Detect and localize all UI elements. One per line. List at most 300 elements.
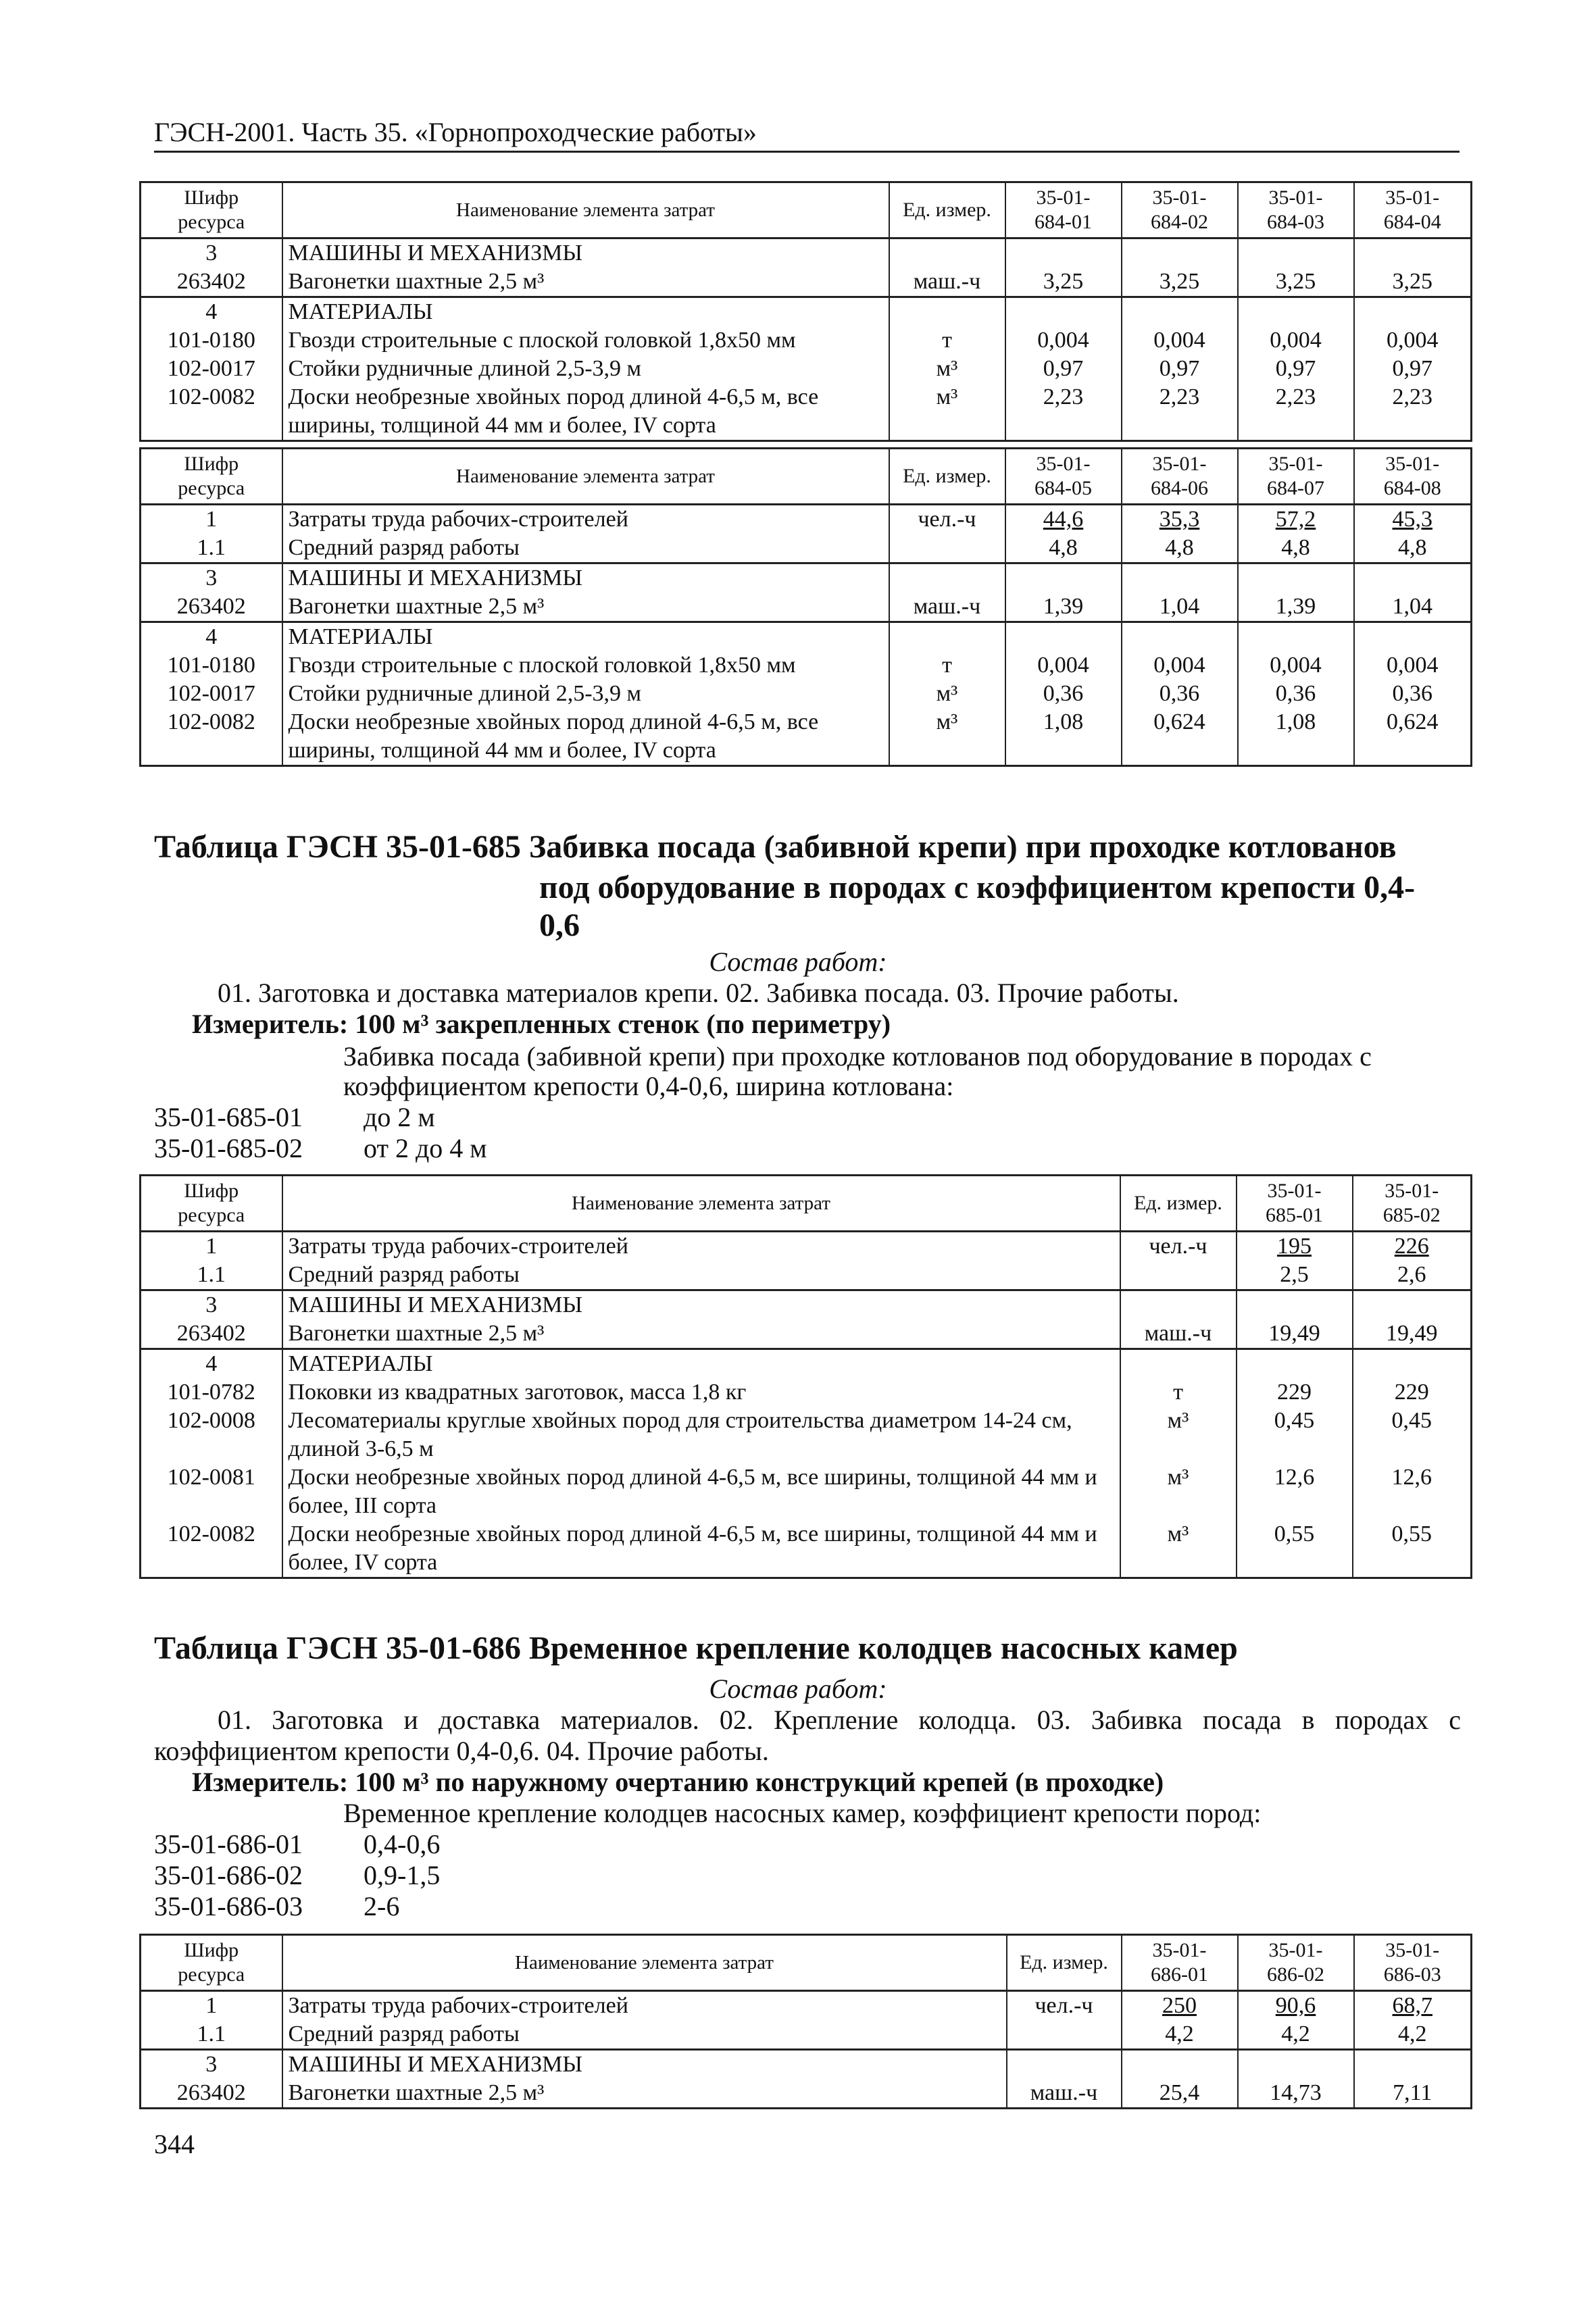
value-text: 2,23 <box>1043 384 1084 409</box>
value-cell <box>1238 563 1354 593</box>
value-cell <box>1122 2079 1238 2109</box>
value-cell <box>1237 1232 1353 1261</box>
value-cell <box>1122 383 1238 441</box>
resource-group <box>141 1232 1472 1290</box>
section-heading-cell: МАШИНЫ И МЕХАНИЗМЫ <box>282 2050 1007 2080</box>
value-cell <box>1354 622 1472 652</box>
header-norm-code <box>1354 1935 1472 1991</box>
value-cell <box>1122 593 1238 622</box>
header-resource-code-line: ресурса <box>178 1963 245 1986</box>
table-row <box>141 1378 1472 1407</box>
value-cell <box>1354 708 1472 766</box>
value-cell <box>1353 1261 1472 1290</box>
resource-group <box>141 238 1472 297</box>
header-norm-code-line: 35-01- <box>1385 1180 1439 1202</box>
value-cell <box>1122 622 1238 652</box>
value-cell <box>1005 680 1122 708</box>
table-row <box>141 355 1472 383</box>
value-cell <box>1005 708 1122 766</box>
unit-cell: чел.-ч <box>1007 1991 1122 2021</box>
table-row <box>141 238 1472 268</box>
value-cell <box>1238 297 1354 327</box>
table-row <box>141 2020 1472 2050</box>
header-resource-code <box>141 1176 282 1232</box>
resource-code-cell: 1 <box>141 1991 282 2021</box>
value-text: 0,36 <box>1392 681 1432 706</box>
value-cell <box>1237 1520 1353 1578</box>
unit-cell: чел.-ч <box>1120 1232 1237 1261</box>
value-cell <box>1354 505 1472 534</box>
value-cell <box>1238 534 1354 563</box>
value-cell <box>1238 238 1354 268</box>
value-cell <box>1238 622 1354 652</box>
header-unit: Ед. измер. <box>1007 1935 1122 1991</box>
resource-table-685 <box>139 1174 1472 1579</box>
value-text: 2,5 <box>1280 1262 1309 1287</box>
unit-cell <box>889 297 1005 327</box>
header-norm-code-line: 685-02 <box>1382 1204 1441 1226</box>
value-text: 229 <box>1277 1380 1312 1405</box>
unit-cell: т <box>889 651 1005 680</box>
value-text: 4,8 <box>1165 535 1194 560</box>
header-unit: Ед. измер. <box>1120 1176 1237 1232</box>
header-cost-element: Наименование элемента затрат <box>282 182 889 238</box>
section-heading-cell: МАШИНЫ И МЕХАНИЗМЫ <box>282 238 889 268</box>
table-row <box>141 680 1472 708</box>
value-text: 19,49 <box>1386 1321 1438 1346</box>
header-norm-code <box>1238 1935 1354 1991</box>
header-resource-code-line: Шифр <box>184 453 239 475</box>
header-resource-code-line: ресурса <box>178 477 245 499</box>
table-row <box>141 651 1472 680</box>
value-cell <box>1354 2079 1472 2109</box>
table-row <box>141 1520 1472 1578</box>
cost-element-cell: Доски необрезные хвойных пород длиной 4-6,5 м, все ширины, толщиной 44 мм и более, III сорта <box>282 1463 1120 1520</box>
resource-code-cell: 102-0017 <box>141 355 282 383</box>
value-text: 0,55 <box>1391 1521 1432 1546</box>
cost-element-cell: Средний разряд работы <box>282 534 889 563</box>
value-cell <box>1122 680 1238 708</box>
table-row <box>141 1319 1472 1349</box>
value-cell <box>1353 1463 1472 1520</box>
norm-text-686-02: 0,9-1,5 <box>364 1860 441 1890</box>
unit-cell <box>1120 1349 1237 1379</box>
table-row <box>141 1991 1472 2021</box>
value-cell <box>1005 651 1122 680</box>
value-text: 19,49 <box>1268 1321 1320 1346</box>
header-unit: Ед. измер. <box>889 182 1005 238</box>
value-cell <box>1354 2050 1472 2080</box>
unit-cell: маш.-ч <box>1120 1319 1237 1349</box>
header-unit: Ед. измер. <box>889 449 1005 505</box>
header-cost-element: Наименование элемента затрат <box>282 1176 1120 1232</box>
meter-686: Измеритель: 100 м³ по наружному очертанию конструкций крепей (в проходке) <box>192 1767 1164 1797</box>
table-row <box>141 2079 1472 2109</box>
resource-code-cell: 263402 <box>141 268 282 297</box>
value-cell <box>1353 1407 1472 1463</box>
header-cost-element: Наименование элемента затрат <box>282 449 889 505</box>
unit-cell: маш.-ч <box>889 268 1005 297</box>
table-row <box>141 708 1472 766</box>
unit-cell: м³ <box>889 355 1005 383</box>
value-text: 0,97 <box>1392 356 1432 381</box>
header-norm-code <box>1122 182 1238 238</box>
value-text: 12,6 <box>1274 1465 1315 1490</box>
header-resource-code-line: Шифр <box>184 1939 239 1961</box>
header-resource-code-line: ресурса <box>178 211 245 233</box>
norm-text-686-01: 0,4-0,6 <box>364 1829 441 1859</box>
resource-code-cell: 102-0008 <box>141 1407 282 1463</box>
table-row <box>141 326 1472 355</box>
unit-cell: т <box>889 326 1005 355</box>
norm-code-686-03: 35-01-686-03 <box>154 1891 303 1921</box>
table-row <box>141 534 1472 563</box>
value-cell <box>1238 355 1354 383</box>
table-row <box>141 1463 1472 1520</box>
value-text: 2,6 <box>1397 1262 1426 1287</box>
header-norm-code-line: 684-05 <box>1034 477 1092 499</box>
value-cell <box>1005 268 1122 297</box>
resource-group <box>141 563 1472 622</box>
unit-cell <box>889 622 1005 652</box>
value-text: 0,004 <box>1270 653 1322 678</box>
header-norm-code-line: 35-01- <box>1385 453 1440 475</box>
value-cell <box>1122 268 1238 297</box>
value-text: 12,6 <box>1391 1465 1432 1490</box>
description-685-line-1: Забивка посада (забивной крепи) при проходке котлованов под оборудование в породах с <box>343 1041 1372 1072</box>
header-norm-code-line: 684-04 <box>1383 211 1441 233</box>
table-row <box>141 593 1472 622</box>
value-cell <box>1354 651 1472 680</box>
header-norm-code-line: 35-01- <box>1268 1939 1323 1961</box>
value-text: 0,624 <box>1153 709 1205 734</box>
value-cell <box>1353 1232 1472 1261</box>
value-cell <box>1237 1290 1353 1320</box>
cost-element-cell: Гвозди строительные с плоской головкой 1,8х50 мм <box>282 651 889 680</box>
table-row <box>141 1232 1472 1261</box>
section-heading-cell: МАТЕРИАЛЫ <box>282 1349 1120 1379</box>
resource-code-cell: 102-0082 <box>141 1520 282 1578</box>
table-row <box>141 297 1472 327</box>
value-text: 35,3 <box>1159 507 1200 532</box>
value-cell <box>1237 1378 1353 1407</box>
value-cell <box>1238 2050 1354 2080</box>
value-cell <box>1238 326 1354 355</box>
norm-code-685-02: 35-01-685-02 <box>154 1133 303 1163</box>
resource-code-cell: 1.1 <box>141 534 282 563</box>
value-cell <box>1238 505 1354 534</box>
value-cell <box>1005 326 1122 355</box>
value-text: 0,45 <box>1274 1408 1315 1433</box>
value-text: 3,25 <box>1159 269 1200 294</box>
resource-group <box>141 505 1472 563</box>
value-cell <box>1354 326 1472 355</box>
value-text: 0,97 <box>1043 356 1084 381</box>
header-norm-code-line: 686-01 <box>1151 1963 1208 1986</box>
resource-code-cell: 102-0082 <box>141 708 282 766</box>
value-text: 1,04 <box>1392 594 1432 619</box>
header-norm-code-line: 35-01- <box>1036 186 1091 209</box>
value-cell <box>1122 238 1238 268</box>
header-norm-code-line: 35-01- <box>1152 186 1207 209</box>
value-cell <box>1354 238 1472 268</box>
resource-code-cell: 1.1 <box>141 1261 282 1290</box>
value-cell <box>1122 651 1238 680</box>
value-text: 195 <box>1277 1234 1312 1259</box>
cost-element-cell: Вагонетки шахтные 2,5 м³ <box>282 593 889 622</box>
value-text: 4,2 <box>1398 2021 1427 2046</box>
composition-686-line-1: 01. Заготовка и доставка материалов. 02. Крепление колодца. 03. Забивка посада в породах с <box>218 1705 1461 1735</box>
header-norm-code-line: 35-01- <box>1268 453 1323 475</box>
value-text: 90,6 <box>1275 1993 1316 2018</box>
value-text: 0,45 <box>1391 1408 1432 1433</box>
table-686-title: Таблица ГЭСН 35-01-686 Временное крепление колодцев насосных камер <box>154 1630 1238 1666</box>
value-cell <box>1122 326 1238 355</box>
value-text: 45,3 <box>1392 507 1432 532</box>
description-685-line-2: коэффициентом крепости 0,4-0,6, ширина котлована: <box>343 1071 954 1101</box>
value-text: 0,36 <box>1159 681 1200 706</box>
value-text: 0,97 <box>1159 356 1200 381</box>
value-text: 0,97 <box>1275 356 1316 381</box>
value-cell <box>1005 383 1122 441</box>
value-cell <box>1354 534 1472 563</box>
header-resource-code <box>141 1935 282 1991</box>
header-norm-code-line: 35-01- <box>1152 453 1207 475</box>
resource-code-cell: 3 <box>141 1290 282 1320</box>
value-text: 1,08 <box>1275 709 1316 734</box>
unit-cell: м³ <box>889 383 1005 441</box>
cost-element-cell: Вагонетки шахтные 2,5 м³ <box>282 1319 1120 1349</box>
header-norm-code-line: 35-01- <box>1385 1939 1440 1961</box>
cost-element-cell: Средний разряд работы <box>282 1261 1120 1290</box>
unit-cell <box>1007 2020 1122 2050</box>
value-cell <box>1237 1319 1353 1349</box>
value-cell <box>1005 297 1122 327</box>
header-norm-code-line: 684-01 <box>1034 211 1092 233</box>
unit-cell: маш.-ч <box>1007 2079 1122 2109</box>
value-text: 14,73 <box>1270 2080 1322 2105</box>
value-text: 0,004 <box>1037 653 1089 678</box>
norm-code-685-01: 35-01-685-01 <box>154 1102 303 1132</box>
value-cell <box>1122 2050 1238 2080</box>
value-cell <box>1237 1261 1353 1290</box>
value-cell <box>1237 1463 1353 1520</box>
value-text: 0,36 <box>1043 681 1084 706</box>
header-norm-code-line: 684-08 <box>1383 477 1441 499</box>
header-norm-code-line: 684-02 <box>1151 211 1208 233</box>
unit-cell: маш.-ч <box>889 593 1005 622</box>
unit-cell: м³ <box>1120 1520 1237 1578</box>
value-text: 2,23 <box>1275 384 1316 409</box>
table-header-row <box>141 449 1472 505</box>
resource-code-cell: 4 <box>141 1349 282 1379</box>
header-norm-code <box>1122 1935 1238 1991</box>
value-cell <box>1237 1407 1353 1463</box>
unit-cell <box>889 563 1005 593</box>
value-cell <box>1354 2020 1472 2050</box>
value-text: 250 <box>1162 1993 1197 2018</box>
header-resource-code-line: ресурса <box>178 1204 245 1226</box>
value-text: 1,39 <box>1275 594 1316 619</box>
value-text: 3,25 <box>1392 269 1432 294</box>
value-cell <box>1122 1991 1238 2021</box>
unit-cell <box>1007 2050 1122 2080</box>
meter-685: Измеритель: 100 м³ закрепленных стенок (по периметру) <box>192 1009 891 1039</box>
header-norm-code <box>1354 449 1472 505</box>
norm-text-685-02: от 2 до 4 м <box>364 1133 487 1163</box>
value-cell <box>1122 355 1238 383</box>
composition-label-686: Состав работ: <box>709 1674 887 1704</box>
resource-code-cell: 3 <box>141 563 282 593</box>
composition-686-line-2: коэффициентом крепости 0,4-0,6. 04. Прочие работы. <box>154 1736 769 1766</box>
norm-code-686-01: 35-01-686-01 <box>154 1829 303 1859</box>
value-cell <box>1353 1349 1472 1379</box>
cost-element-cell: Поковки из квадратных заготовок, масса 1,8 кг <box>282 1378 1120 1407</box>
cost-element-cell: Средний разряд работы <box>282 2020 1007 2050</box>
table-row <box>141 1349 1472 1379</box>
resource-code-cell: 3 <box>141 238 282 268</box>
header-norm-code <box>1005 182 1122 238</box>
unit-cell: м³ <box>1120 1463 1237 1520</box>
value-cell <box>1353 1319 1472 1349</box>
value-cell <box>1005 355 1122 383</box>
value-text: 0,004 <box>1387 328 1439 353</box>
value-cell <box>1238 2079 1354 2109</box>
value-text: 1,39 <box>1043 594 1084 619</box>
value-text: 0,004 <box>1153 653 1205 678</box>
unit-cell: чел.-ч <box>889 505 1005 534</box>
header-norm-code <box>1238 449 1354 505</box>
value-cell <box>1238 708 1354 766</box>
resource-group <box>141 1991 1472 2050</box>
value-cell <box>1122 2020 1238 2050</box>
value-cell <box>1353 1378 1472 1407</box>
cost-element-cell: Вагонетки шахтные 2,5 м³ <box>282 268 889 297</box>
section-heading-cell: МАТЕРИАЛЫ <box>282 622 889 652</box>
table-header-row <box>141 1176 1472 1232</box>
unit-cell <box>1120 1290 1237 1320</box>
header-norm-code <box>1122 449 1238 505</box>
value-cell <box>1354 383 1472 441</box>
resource-code-cell: 101-0180 <box>141 651 282 680</box>
header-norm-code-line: 686-03 <box>1383 1963 1441 1986</box>
value-cell <box>1005 238 1122 268</box>
value-cell <box>1005 563 1122 593</box>
header-norm-code-line: 35-01- <box>1152 1939 1207 1961</box>
header-norm-code-line: 35-01- <box>1268 186 1323 209</box>
unit-cell: т <box>1120 1378 1237 1407</box>
value-cell <box>1122 708 1238 766</box>
value-cell <box>1237 1349 1353 1379</box>
cost-element-cell: Доски необрезные хвойных пород длиной 4-6,5 м, все ширины, толщиной 44 мм и более, IV сорта <box>282 708 889 766</box>
value-cell <box>1238 651 1354 680</box>
value-cell <box>1005 622 1122 652</box>
resource-code-cell: 3 <box>141 2050 282 2080</box>
resource-code-cell: 101-0782 <box>141 1378 282 1407</box>
section-heading-cell: МАТЕРИАЛЫ <box>282 297 889 327</box>
header-norm-code <box>1354 182 1472 238</box>
value-cell <box>1005 505 1122 534</box>
resource-table-684-05-08 <box>139 447 1472 767</box>
value-cell <box>1238 383 1354 441</box>
value-cell <box>1353 1520 1472 1578</box>
value-text: 4,8 <box>1398 535 1427 560</box>
norm-code-686-02: 35-01-686-02 <box>154 1860 303 1890</box>
value-text: 7,11 <box>1393 2080 1432 2105</box>
header-norm-code-line: 684-06 <box>1151 477 1208 499</box>
resource-group <box>141 1290 1472 1349</box>
value-text: 0,004 <box>1270 328 1322 353</box>
table-row <box>141 563 1472 593</box>
cost-element-cell: Затраты труда рабочих-строителей <box>282 1991 1007 2021</box>
resource-table-684-01-04 <box>139 181 1472 442</box>
table-row <box>141 383 1472 441</box>
cost-element-cell: Затраты труда рабочих-строителей <box>282 1232 1120 1261</box>
header-resource-code <box>141 182 282 238</box>
cost-element-cell: Стойки рудничные длиной 2,5-3,9 м <box>282 355 889 383</box>
value-cell <box>1354 297 1472 327</box>
running-header: ГЭСН-2001. Часть 35. «Горнопроходческие работы» <box>154 116 1460 153</box>
cost-element-cell: Лесоматериалы круглые хвойных пород для строительства диаметром 14-24 см, длиной 3-6,5 м <box>282 1407 1120 1463</box>
value-text: 3,25 <box>1275 269 1316 294</box>
header-norm-code-line: 35-01- <box>1267 1180 1322 1202</box>
cost-element-cell: Стойки рудничные длиной 2,5-3,9 м <box>282 680 889 708</box>
header-norm-code <box>1005 449 1122 505</box>
table-row <box>141 268 1472 297</box>
value-cell <box>1122 563 1238 593</box>
table-685-title-line-1: Таблица ГЭСН 35-01-685 Забивка посада (забивной крепи) при проходке котлованов <box>154 829 1397 865</box>
unit-cell: м³ <box>889 708 1005 766</box>
value-text: 226 <box>1394 1234 1429 1259</box>
value-cell <box>1005 534 1122 563</box>
unit-cell <box>1120 1261 1237 1290</box>
section-heading-cell: МАШИНЫ И МЕХАНИЗМЫ <box>282 563 889 593</box>
value-text: 44,6 <box>1043 507 1084 532</box>
resource-code-cell: 263402 <box>141 1319 282 1349</box>
table-row <box>141 1261 1472 1290</box>
value-text: 4,8 <box>1281 535 1310 560</box>
unit-cell <box>889 534 1005 563</box>
table-row <box>141 2050 1472 2080</box>
value-cell <box>1005 593 1122 622</box>
description-686: Временное крепление колодцев насосных камер, коэффициент крепости пород: <box>343 1798 1262 1828</box>
value-cell <box>1354 593 1472 622</box>
value-cell <box>1354 563 1472 593</box>
header-norm-code-line: 35-01- <box>1385 186 1440 209</box>
resource-code-cell: 4 <box>141 297 282 327</box>
resource-table-686 <box>139 1934 1472 2109</box>
value-text: 3,25 <box>1043 269 1084 294</box>
norm-text-685-01: до 2 м <box>364 1102 435 1132</box>
value-cell <box>1238 1991 1354 2021</box>
cost-element-cell: Гвозди строительные с плоской головкой 1,8х50 мм <box>282 326 889 355</box>
value-text: 1,08 <box>1043 709 1084 734</box>
cost-element-cell: Затраты труда рабочих-строителей <box>282 505 889 534</box>
table-row <box>141 1407 1472 1463</box>
header-norm-code-line: 686-02 <box>1267 1963 1324 1986</box>
value-cell <box>1353 1290 1472 1320</box>
value-text: 2,23 <box>1159 384 1200 409</box>
value-cell <box>1238 268 1354 297</box>
value-text: 0,004 <box>1037 328 1089 353</box>
composition-685: 01. Заготовка и доставка материалов крепи. 02. Забивка посада. 03. Прочие работы. <box>218 978 1179 1008</box>
value-cell <box>1238 680 1354 708</box>
unit-cell: м³ <box>889 680 1005 708</box>
header-norm-code-line: 35-01- <box>1036 453 1091 475</box>
value-cell <box>1122 534 1238 563</box>
header-norm-code-line: 684-07 <box>1267 477 1324 499</box>
cost-element-cell: Доски необрезные хвойных пород длиной 4-6,5 м, все ширины, толщиной 44 мм и более, IV сорта <box>282 1520 1120 1578</box>
